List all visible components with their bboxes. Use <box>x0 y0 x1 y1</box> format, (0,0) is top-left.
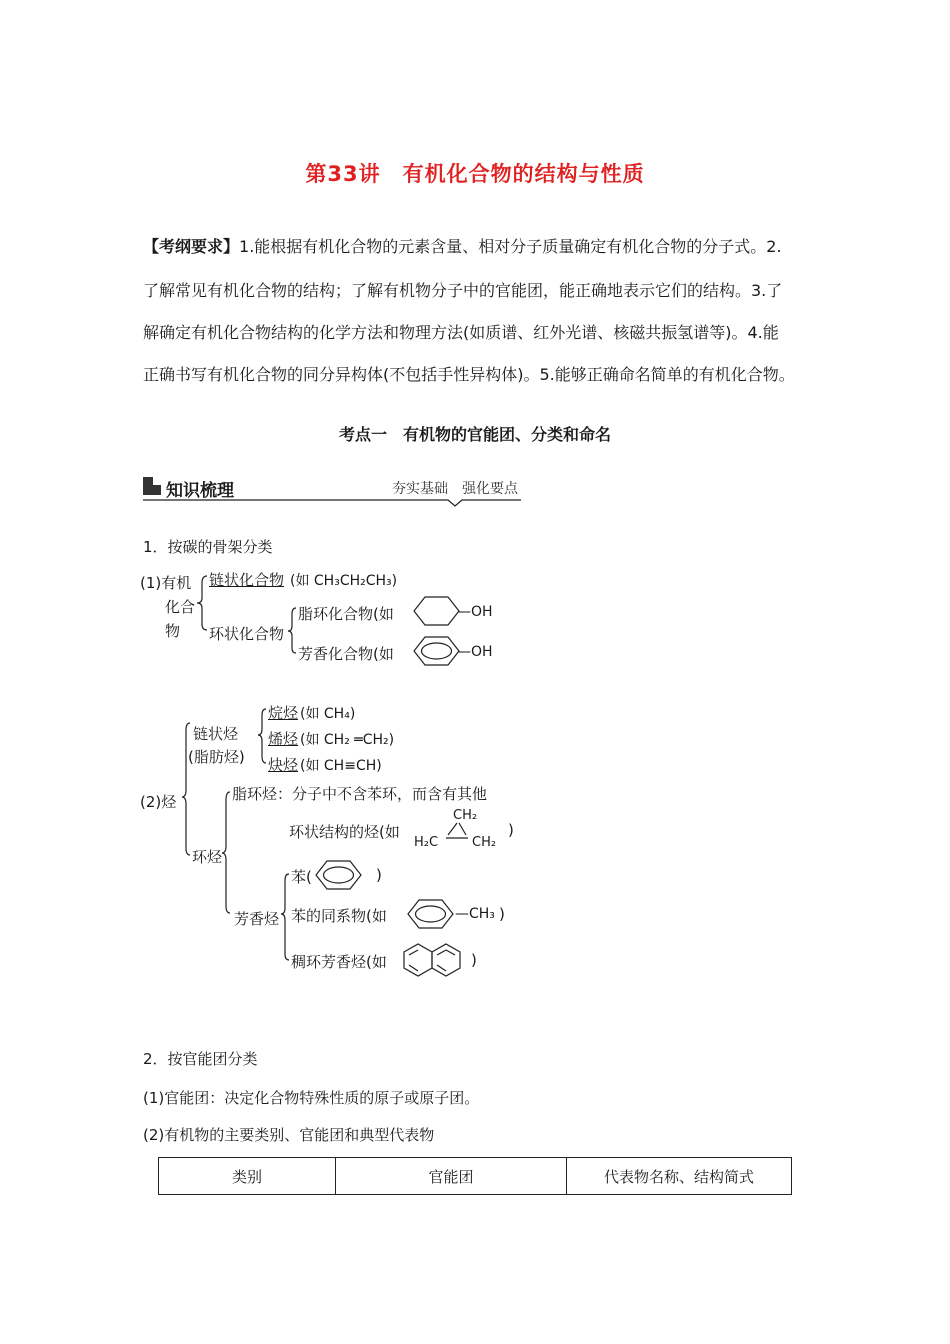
table-row <box>159 1158 792 1195</box>
heading-functional-group: 2．按官能团分类 <box>143 1050 258 1068</box>
requirements-line-4: 正确书写有机化合物的同分异构体(不包括手性异构体)。5.能够正确命名简单的有机化合物。 <box>143 365 795 384</box>
chain-compound-example: (如 CH₃CH₂CH₃) <box>290 573 398 589</box>
c1-label-1: (1)有机 <box>140 574 192 592</box>
alkene: 烯烃 <box>268 730 299 748</box>
alicyclic-hydrocarbon-2: 环状结构的烃(如 <box>289 823 400 841</box>
chain-hydrocarbon: 链状烃 <box>193 725 239 743</box>
requirements-tag: 【考纲要求】 <box>143 237 240 256</box>
ring-compound: 环状化合物 <box>209 625 285 643</box>
heading-carbon-skeleton: 1．按碳的骨架分类 <box>143 538 273 556</box>
aliphatic-hydrocarbon: (脂肪烃) <box>188 748 245 766</box>
alkene-example: (如 CH₂ ═CH₂) <box>300 732 395 748</box>
classification-table <box>158 1157 792 1195</box>
benzene: 苯( <box>291 868 312 886</box>
cyclopropane-ch2-top: CH₂ <box>453 808 478 823</box>
functional-group-definition: (1)官能团：决定化合物特殊性质的原子或原子团。 <box>143 1089 480 1107</box>
c1-label-2: 化合 <box>165 598 196 616</box>
cyclopropane-ch2-right: CH₂ <box>472 835 497 850</box>
aromatic-hydrocarbon: 芳香烃 <box>234 910 280 928</box>
fused-close: ) <box>471 951 477 969</box>
toluene-ch3: —CH₃ <box>455 906 495 922</box>
chain-compound: 链状化合物 <box>209 571 285 589</box>
alkane: 烷烃 <box>268 704 299 722</box>
requirements-line-3: 解确定有机化合物结构的化学方法和物理方法(如质谱、红外光谱、核磁共振氢谱等)。4.能 <box>143 323 779 342</box>
c1-label-3: 物 <box>165 622 181 640</box>
alkyne-example: (如 CH≡CH) <box>300 758 382 774</box>
homolog-close: ) <box>499 905 505 923</box>
requirements-line-2: 了解常见有机化合物的结构；了解有机物分子中的官能团，能正确地表示它们的结构。3.了 <box>143 281 783 300</box>
table-header-representative: 代表物名称、结构简式 <box>567 1158 792 1195</box>
requirements-line-1: 【考纲要求】1.能根据有机化合物的元素含量、相对分子质量确定有机化合物的分子式。2. <box>143 237 782 256</box>
benzene-close: ) <box>376 866 382 884</box>
section-title: 知识梳理 <box>166 481 234 501</box>
section-subtitle: 夯实基础 强化要点 <box>392 481 518 497</box>
kaodian-heading: 考点一 有机物的官能团、分类和命名 <box>338 425 611 444</box>
page-title: 第33讲 有机化合物的结构与性质 <box>305 162 645 186</box>
alicyclic-compound: 脂环化合物(如 <box>298 605 394 623</box>
cyclopropane-close: ) <box>508 821 514 839</box>
cyclopropane-h2c: H₂C <box>414 835 439 850</box>
hydrocarbon-label: (2)烃 <box>140 793 177 811</box>
fused-aromatic: 稠环芳香烃(如 <box>291 953 387 971</box>
benzene-homolog: 苯的同系物(如 <box>291 907 387 925</box>
phenol-oh: —OH <box>457 644 493 660</box>
cyclic-hydrocarbon: 环烃 <box>192 848 223 866</box>
table-header-functional-group: 官能团 <box>336 1158 567 1195</box>
classes-intro: (2)有机物的主要类别、官能团和典型代表物 <box>143 1126 435 1144</box>
alkane-example: (如 CH₄) <box>300 706 356 722</box>
cyclohexanol-oh: —OH <box>457 604 493 620</box>
table-header-category: 类别 <box>159 1158 336 1195</box>
alicyclic-hydrocarbon: 脂环烃：分子中不含苯环，而含有其他 <box>232 785 488 803</box>
alkyne: 炔烃 <box>268 756 299 774</box>
aromatic-compound: 芳香化合物(如 <box>298 645 394 663</box>
